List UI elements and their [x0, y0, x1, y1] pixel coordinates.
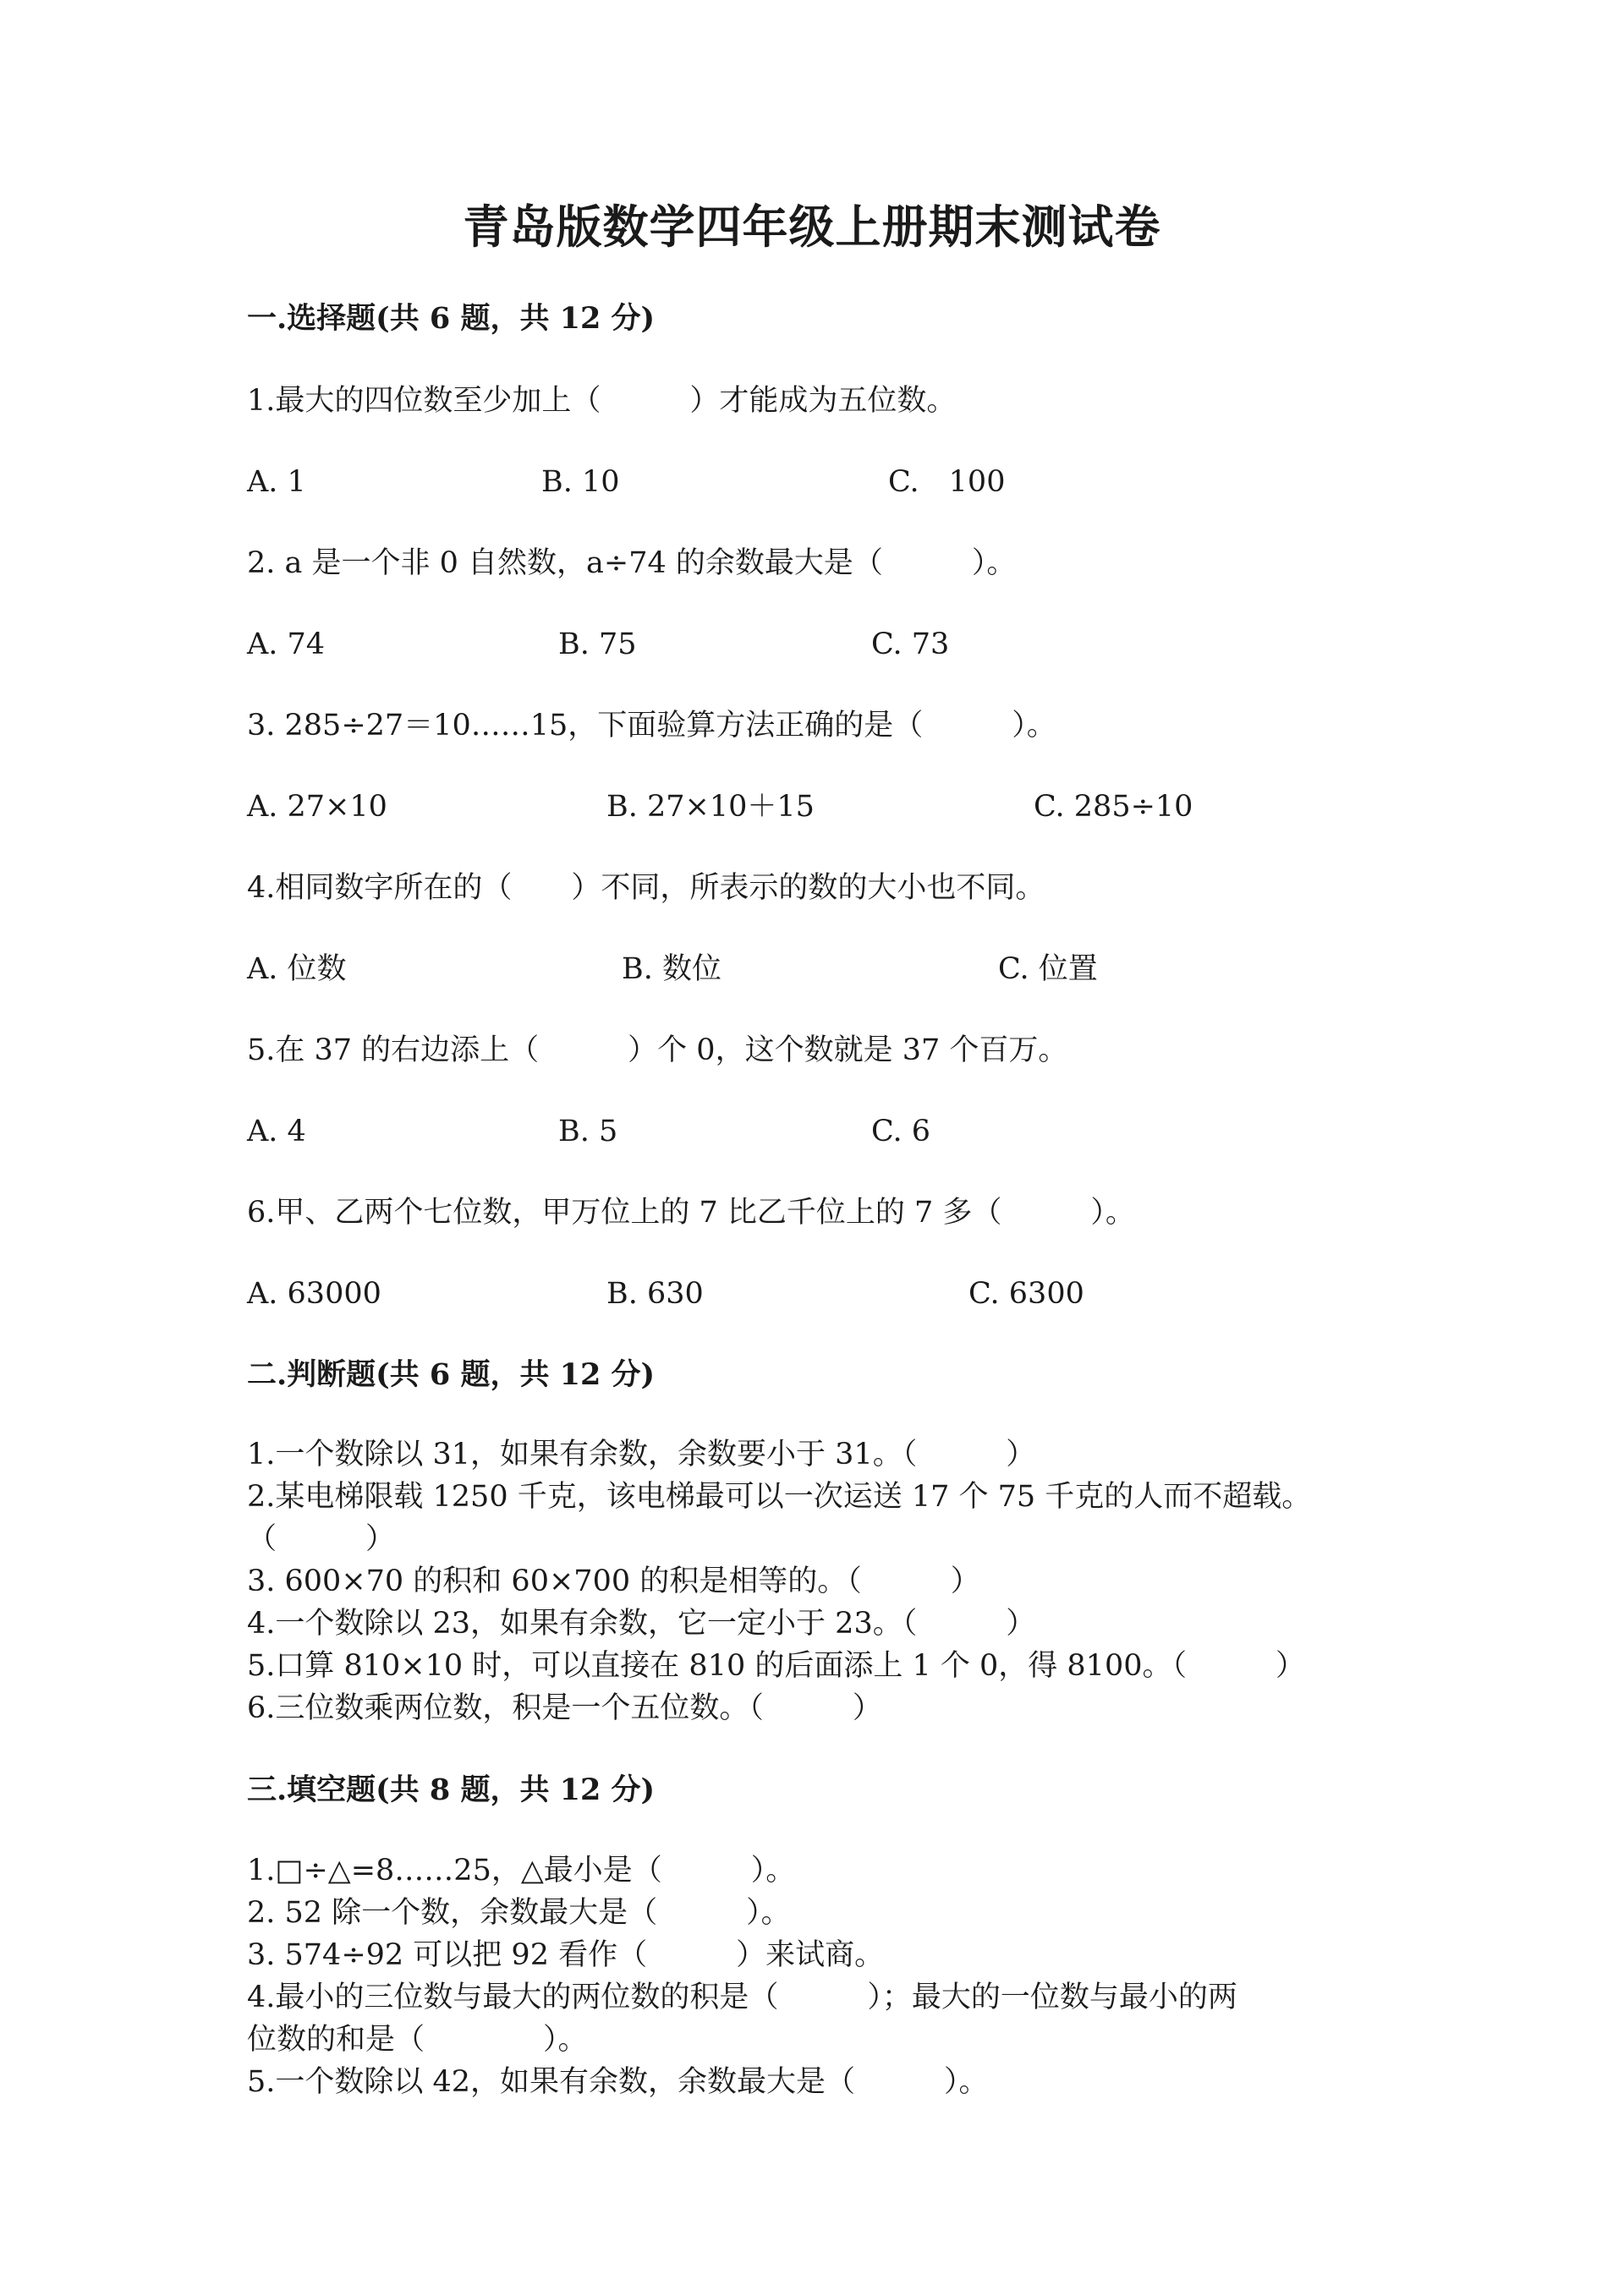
statement-line: 6.三位数乘两位数，积是一个五位数。（ ） — [247, 1691, 882, 1725]
option-c: C. 6 — [871, 1115, 931, 1148]
option-b: B. 75 — [558, 627, 637, 661]
section-heading-judge: 二.判断题(共 6 题，共 12 分) — [247, 1357, 656, 1392]
option-b: B. 630 — [606, 1277, 704, 1311]
question-text: 5.在 37 的右边添上（ ）个 0，这个数就是 37 个百万。 — [247, 1033, 1068, 1067]
option-b: B. 5 — [558, 1115, 618, 1148]
statement-line: 4.一个数除以 23，如果有余数，它一定小于 23。（ ） — [247, 1607, 1036, 1641]
question-text: 6.甲、乙两个七位数，甲万位上的 7 比乙千位上的 7 多（ ）。 — [247, 1196, 1135, 1230]
option-c: C. 位置 — [998, 952, 1098, 986]
fill-line: 位数的和是（ ）。 — [247, 2023, 588, 2057]
option-a: A. 63000 — [247, 1277, 381, 1311]
fill-line: 1.□÷△=8……25，△最小是（ ）。 — [247, 1854, 796, 1888]
section-heading-choice: 一.选择题(共 6 题，共 12 分) — [247, 301, 656, 336]
option-a: A. 27×10 — [247, 790, 387, 824]
question-text: 1.最大的四位数至少加上（ ）才能成为五位数。 — [247, 384, 957, 418]
option-b: B. 10 — [541, 465, 620, 499]
statement-line: 1.一个数除以 31，如果有余数，余数要小于 31。（ ） — [247, 1438, 1036, 1471]
statement-line: （ ） — [247, 1522, 396, 1556]
option-b: B. 数位 — [622, 952, 721, 986]
question-text: 3. 285÷27＝10……15，下面验算方法正确的是（ ）。 — [247, 709, 1056, 743]
fill-line: 2. 52 除一个数，余数最大是（ ）。 — [247, 1896, 791, 1930]
fill-line: 4.最小的三位数与最大的两位数的积是（ ）；最大的一位数与最小的两 — [247, 1981, 1237, 2014]
question-text: 2. a 是一个非 0 自然数，a÷74 的余数最大是（ ）。 — [247, 546, 1017, 580]
option-a: A. 74 — [247, 627, 326, 661]
option-c: C. 6300 — [968, 1277, 1084, 1311]
option-a: A. 位数 — [247, 952, 347, 986]
option-c: C. 73 — [871, 627, 950, 661]
statement-line: 5.口算 810×10 时，可以直接在 810 的后面添上 1 个 0，得 8100。（ ） — [247, 1649, 1305, 1683]
option-a: A. 4 — [247, 1115, 306, 1148]
fill-line: 5.一个数除以 42，如果有余数，余数最大是（ ）。 — [247, 2065, 989, 2099]
option-c: C. 285÷10 — [1034, 790, 1193, 824]
fill-line: 3. 574÷92 可以把 92 看作（ ）来试商。 — [247, 1938, 885, 1972]
statement-line: 3. 600×70 的积和 60×700 的积是相等的。（ ） — [247, 1564, 980, 1598]
option-c: C. 100 — [888, 465, 1006, 499]
question-text: 4.相同数字所在的（ ）不同，所表示的数的大小也不同。 — [247, 871, 1045, 905]
section-heading-fill: 三.填空题(共 8 题，共 12 分) — [247, 1773, 656, 1807]
statement-line: 2.某电梯限载 1250 千克，该电梯最可以一次运送 17 个 75 千克的人而不超载。 — [247, 1480, 1312, 1514]
option-a: A. 1 — [247, 465, 306, 499]
page-title: 青岛版数学四年级上册期末测试卷 — [463, 200, 1161, 254]
option-b: B. 27×10＋15 — [606, 790, 815, 824]
